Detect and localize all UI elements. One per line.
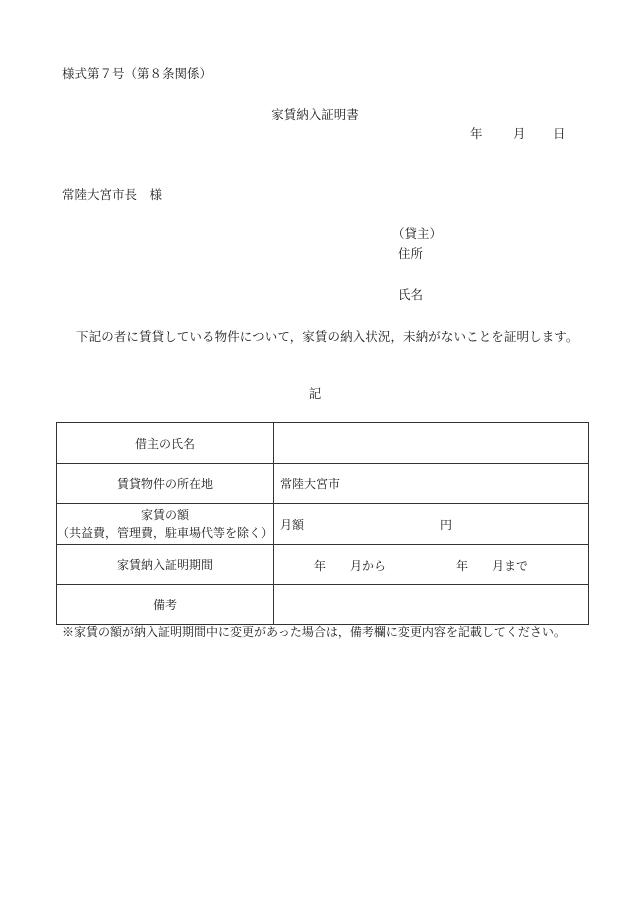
table-row	[57, 504, 589, 545]
remarks-field[interactable]	[274, 585, 589, 625]
rent-monthly-label: 月額	[280, 517, 305, 532]
footnote: ※家賃の額が納入証明期間中に変更があった場合は，備考欄に変更内容を記載してください。	[62, 625, 566, 639]
remarks-label: 備考	[57, 585, 274, 625]
rent-yen-label: 円	[440, 517, 453, 532]
certification-period-label: 家賃納入証明期間	[57, 545, 274, 585]
date-month-label: 月	[513, 126, 526, 141]
property-location-label: 賃貸物件の所在地	[57, 464, 274, 504]
certificate-table	[56, 422, 589, 625]
lender-address-label: 住所	[398, 246, 424, 261]
rent-amount-label	[57, 504, 274, 545]
ki-heading: 記	[308, 386, 322, 401]
table-row	[57, 585, 589, 625]
lender-name-label: 氏名	[398, 287, 424, 302]
certification-statement: 下記の者に賃貸している物件について，家賃の納入状況，未納がないことを証明します。	[76, 329, 579, 344]
period-month-to-label: 月まで	[492, 558, 529, 573]
property-location-field[interactable]: 常陸大宮市	[274, 464, 589, 504]
page-title: 家賃納入証明書	[271, 107, 359, 122]
rent-amount-label-line2: （共益費，管理費，駐車場代等を除く）	[57, 526, 274, 540]
borrower-name-field[interactable]	[274, 423, 589, 464]
period-year-to-label: 年	[456, 558, 469, 573]
lender-label: （貸主）	[392, 226, 443, 241]
borrower-name-label: 借主の氏名	[57, 423, 274, 464]
table-row	[57, 545, 589, 585]
form-number: 様式第７号（第８条関係）	[62, 66, 213, 81]
date-day-label: 日	[553, 126, 566, 141]
rent-amount-label-line1: 家賃の額	[140, 508, 189, 522]
period-year-from-label: 年	[314, 558, 327, 573]
table-row	[57, 423, 589, 464]
rent-amount-field[interactable]	[274, 504, 589, 545]
certification-period-field[interactable]	[274, 545, 589, 585]
date-year-label: 年	[470, 126, 483, 141]
table-row	[57, 464, 589, 504]
addressee: 常陸大宮市長 様	[62, 187, 163, 202]
period-month-from-label: 月から	[350, 558, 387, 573]
